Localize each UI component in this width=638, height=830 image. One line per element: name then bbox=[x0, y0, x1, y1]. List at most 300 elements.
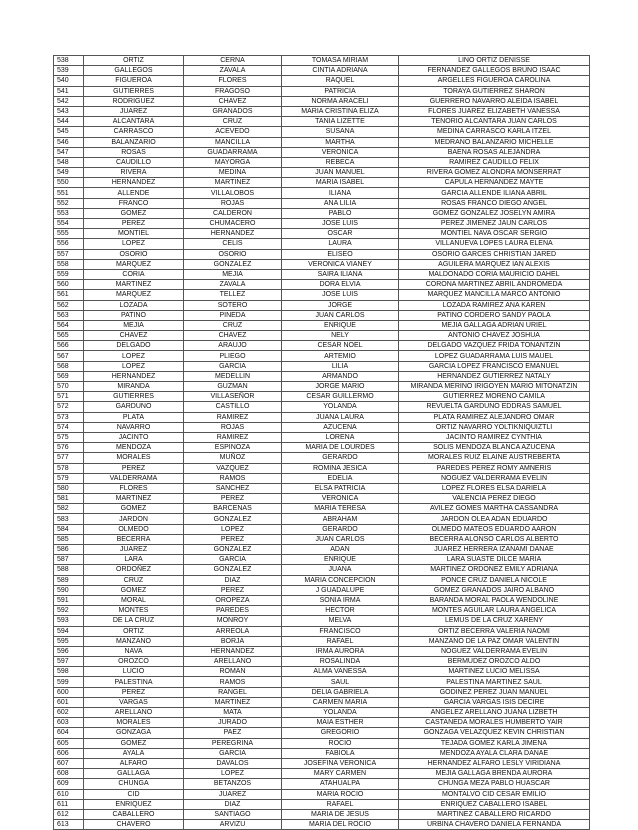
maternal-surname-cell: ESPINOZA bbox=[184, 443, 282, 453]
paternal-surname-cell: CID bbox=[84, 789, 184, 799]
student-name-cell: MARQUEZ MANCILLA MARCO ANTONIO bbox=[399, 290, 590, 300]
student-name-cell: MANZANO DE LA PAZ OMAR VALENTIN bbox=[399, 636, 590, 646]
given-names-cell: NELY bbox=[282, 331, 399, 341]
paternal-surname-cell: GOMEZ bbox=[84, 504, 184, 514]
student-name-cell: RIVERA GOMEZ ALONDRA MONSERRAT bbox=[399, 168, 590, 178]
given-names-cell: JOSEFINA VERONICA bbox=[282, 758, 399, 768]
given-names-cell: ADAN bbox=[282, 545, 399, 555]
row-number-cell: 604 bbox=[54, 728, 84, 738]
row-number-cell: 562 bbox=[54, 300, 84, 310]
row-number-cell: 599 bbox=[54, 677, 84, 687]
student-name-cell: MEJIA GALLAGA BRENDA AURORA bbox=[399, 769, 590, 779]
student-name-cell: LEMUS DE LA CRUZ XARENY bbox=[399, 616, 590, 626]
maternal-surname-cell: MATA bbox=[184, 708, 282, 718]
student-name-cell: MARTINEZ ORDONEZ EMILY ADRIANA bbox=[399, 565, 590, 575]
row-number-cell: 607 bbox=[54, 758, 84, 768]
given-names-cell: JOSE LUIS bbox=[282, 290, 399, 300]
table-row bbox=[54, 432, 590, 442]
table-row bbox=[54, 453, 590, 463]
table-row bbox=[54, 585, 590, 595]
student-name-cell: ORTIZ BECERRA VALERIA NAOMI bbox=[399, 626, 590, 636]
table-row bbox=[54, 371, 590, 381]
given-names-cell: NORMA ARACELI bbox=[282, 96, 399, 106]
table-row bbox=[54, 606, 590, 616]
table-row bbox=[54, 494, 590, 504]
row-number-cell: 587 bbox=[54, 555, 84, 565]
paternal-surname-cell: ALLENDE bbox=[84, 188, 184, 198]
student-name-cell: AGUILERA MARQUEZ IAN ALEXIS bbox=[399, 259, 590, 269]
given-names-cell: MELVA bbox=[282, 616, 399, 626]
table-row bbox=[54, 422, 590, 432]
student-name-cell: OLMEDO MATEOS EDUARDO AARON bbox=[399, 524, 590, 534]
paternal-surname-cell: FRANCO bbox=[84, 198, 184, 208]
paternal-surname-cell: CABALLERO bbox=[84, 809, 184, 819]
table-row bbox=[54, 56, 590, 66]
given-names-cell: MARIA ROCIO bbox=[282, 789, 399, 799]
paternal-surname-cell: LOPEZ bbox=[84, 361, 184, 371]
table-row bbox=[54, 392, 590, 402]
table-row bbox=[54, 86, 590, 96]
maternal-surname-cell: GRANADOS bbox=[184, 106, 282, 116]
student-name-cell: VILLANUEVA LOPES LAURA ELENA bbox=[399, 239, 590, 249]
table-row bbox=[54, 198, 590, 208]
maternal-surname-cell: BETANZOS bbox=[184, 779, 282, 789]
given-names-cell: J GUADALUPE bbox=[282, 585, 399, 595]
maternal-surname-cell: PEREZ bbox=[184, 494, 282, 504]
given-names-cell: CARMEN MARIA bbox=[282, 697, 399, 707]
row-number-cell: 557 bbox=[54, 249, 84, 259]
paternal-surname-cell: HERNANDEZ bbox=[84, 371, 184, 381]
paternal-surname-cell: ALCANTARA bbox=[84, 117, 184, 127]
table-row bbox=[54, 168, 590, 178]
student-name-cell: MARTINEZ LUCIO MELISSA bbox=[399, 667, 590, 677]
student-name-cell: SOLIS MENDOZA BLANCA AZUCENA bbox=[399, 443, 590, 453]
row-number-cell: 540 bbox=[54, 76, 84, 86]
paternal-surname-cell: GONZAGA bbox=[84, 728, 184, 738]
maternal-surname-cell: GONZALEZ bbox=[184, 545, 282, 555]
maternal-surname-cell: RAMOS bbox=[184, 677, 282, 687]
student-name-cell: ORTIZ NAVARRO YOLTIKNIQUIZTLI bbox=[399, 422, 590, 432]
maternal-surname-cell: ROMAN bbox=[184, 667, 282, 677]
row-number-cell: 596 bbox=[54, 646, 84, 656]
student-name-cell: JUAREZ HERRERA IZANAMI DANAE bbox=[399, 545, 590, 555]
row-number-cell: 566 bbox=[54, 341, 84, 351]
maternal-surname-cell: MONROY bbox=[184, 616, 282, 626]
row-number-cell: 554 bbox=[54, 219, 84, 229]
student-name-cell: MORALES RUIZ ELAINE AUSTREBERTA bbox=[399, 453, 590, 463]
paternal-surname-cell: OLMEDO bbox=[84, 524, 184, 534]
student-name-cell: MALDONADO CORIA MAURICIO DAHEL bbox=[399, 269, 590, 279]
table-row bbox=[54, 646, 590, 656]
maternal-surname-cell: ZAVALA bbox=[184, 280, 282, 290]
maternal-surname-cell: DAVALOS bbox=[184, 758, 282, 768]
given-names-cell: FABIOLA bbox=[282, 748, 399, 758]
given-names-cell: LAURA bbox=[282, 239, 399, 249]
row-number-cell: 594 bbox=[54, 626, 84, 636]
given-names-cell: JUAN CARLOS bbox=[282, 534, 399, 544]
paternal-surname-cell: CAUDILLO bbox=[84, 157, 184, 167]
paternal-surname-cell: AYALA bbox=[84, 748, 184, 758]
roster-body bbox=[54, 56, 590, 830]
student-name-cell: CORONA MARTINEZ ABRIL ANDROMEDA bbox=[399, 280, 590, 290]
given-names-cell: MAIA ESTHER bbox=[282, 718, 399, 728]
maternal-surname-cell: CHUMACERO bbox=[184, 219, 282, 229]
table-row bbox=[54, 697, 590, 707]
student-name-cell: URBINA CHAVERO DANIELA FERNANDA bbox=[399, 820, 590, 830]
maternal-surname-cell: CRUZ bbox=[184, 320, 282, 330]
table-row bbox=[54, 616, 590, 626]
given-names-cell: YOLANDA bbox=[282, 402, 399, 412]
maternal-surname-cell: JURADO bbox=[184, 718, 282, 728]
row-number-cell: 546 bbox=[54, 137, 84, 147]
maternal-surname-cell: MARTINEZ bbox=[184, 178, 282, 188]
paternal-surname-cell: GALLAGA bbox=[84, 769, 184, 779]
student-name-cell: NOGUEZ VALDERRAMA EVELIN bbox=[399, 473, 590, 483]
table-row bbox=[54, 290, 590, 300]
paternal-surname-cell: MORALES bbox=[84, 718, 184, 728]
row-number-cell: 550 bbox=[54, 178, 84, 188]
row-number-cell: 572 bbox=[54, 402, 84, 412]
given-names-cell: MARIA CONCEPCION bbox=[282, 575, 399, 585]
paternal-surname-cell: ARELLANO bbox=[84, 708, 184, 718]
table-row bbox=[54, 117, 590, 127]
paternal-surname-cell: MENDOZA bbox=[84, 443, 184, 453]
paternal-surname-cell: MIRANDA bbox=[84, 382, 184, 392]
student-name-cell: BERMUDEZ OROZCO ALDO bbox=[399, 657, 590, 667]
paternal-surname-cell: LOPEZ bbox=[84, 239, 184, 249]
table-row bbox=[54, 565, 590, 575]
maternal-surname-cell: RAMOS bbox=[184, 473, 282, 483]
table-row bbox=[54, 219, 590, 229]
paternal-surname-cell: PALESTINA bbox=[84, 677, 184, 687]
paternal-surname-cell: LOPEZ bbox=[84, 351, 184, 361]
student-name-cell: PEREZ JIMENEZ JAUN CARLOS bbox=[399, 219, 590, 229]
row-number-cell: 549 bbox=[54, 168, 84, 178]
table-row bbox=[54, 595, 590, 605]
table-row bbox=[54, 402, 590, 412]
paternal-surname-cell: GUTIERRES bbox=[84, 392, 184, 402]
maternal-surname-cell: GARCIA bbox=[184, 361, 282, 371]
student-name-cell: BARANDA MORAL PAOLA WENDOLINE bbox=[399, 595, 590, 605]
table-row bbox=[54, 249, 590, 259]
given-names-cell: CESAR NOEL bbox=[282, 341, 399, 351]
paternal-surname-cell: MARTINEZ bbox=[84, 494, 184, 504]
given-names-cell: DORA ELVIA bbox=[282, 280, 399, 290]
table-row bbox=[54, 310, 590, 320]
row-number-cell: 586 bbox=[54, 545, 84, 555]
paternal-surname-cell: LOZADA bbox=[84, 300, 184, 310]
given-names-cell: MARIA TERESA bbox=[282, 504, 399, 514]
row-number-cell: 564 bbox=[54, 320, 84, 330]
given-names-cell: ABRAHAM bbox=[282, 514, 399, 524]
row-number-cell: 560 bbox=[54, 280, 84, 290]
paternal-surname-cell: PLATA bbox=[84, 412, 184, 422]
maternal-surname-cell: SOTERO bbox=[184, 300, 282, 310]
table-row bbox=[54, 66, 590, 76]
given-names-cell: IRMA AURORA bbox=[282, 646, 399, 656]
row-number-cell: 603 bbox=[54, 718, 84, 728]
maternal-surname-cell: CHAVEZ bbox=[184, 331, 282, 341]
table-row bbox=[54, 483, 590, 493]
maternal-surname-cell: HERNANDEZ bbox=[184, 646, 282, 656]
row-number-cell: 590 bbox=[54, 585, 84, 595]
given-names-cell: GREGORIO bbox=[282, 728, 399, 738]
table-row bbox=[54, 259, 590, 269]
given-names-cell: RAFAEL bbox=[282, 636, 399, 646]
given-names-cell: JUANA LAURA bbox=[282, 412, 399, 422]
paternal-surname-cell: GOMEZ bbox=[84, 208, 184, 218]
maternal-surname-cell: TELLEZ bbox=[184, 290, 282, 300]
maternal-surname-cell: MEJIA bbox=[184, 269, 282, 279]
maternal-surname-cell: CRUZ bbox=[184, 117, 282, 127]
student-name-cell: JARDON OLEA ADAN EDUARDO bbox=[399, 514, 590, 524]
table-row bbox=[54, 239, 590, 249]
table-row bbox=[54, 636, 590, 646]
table-row bbox=[54, 178, 590, 188]
student-name-cell: FLORES JUAREZ ELIZABETH VANESSA bbox=[399, 106, 590, 116]
given-names-cell: ENRIQUE bbox=[282, 555, 399, 565]
maternal-surname-cell: CERNA bbox=[184, 56, 282, 66]
student-name-cell: MONTALVO CID CESAR EMILIO bbox=[399, 789, 590, 799]
paternal-surname-cell: CHUNGA bbox=[84, 779, 184, 789]
row-number-cell: 569 bbox=[54, 371, 84, 381]
paternal-surname-cell: CRUZ bbox=[84, 575, 184, 585]
given-names-cell: MARIA CRISTINA ELIZA bbox=[282, 106, 399, 116]
row-number-cell: 595 bbox=[54, 636, 84, 646]
roster-table bbox=[53, 55, 590, 830]
paternal-surname-cell: DELGADO bbox=[84, 341, 184, 351]
given-names-cell: JOSE LUIS bbox=[282, 219, 399, 229]
paternal-surname-cell: ORTIZ bbox=[84, 56, 184, 66]
given-names-cell: LILIA bbox=[282, 361, 399, 371]
paternal-surname-cell: MARQUEZ bbox=[84, 259, 184, 269]
row-number-cell: 544 bbox=[54, 117, 84, 127]
given-names-cell: SAUL bbox=[282, 677, 399, 687]
maternal-surname-cell: MARTINEZ bbox=[184, 697, 282, 707]
paternal-surname-cell: CORIA bbox=[84, 269, 184, 279]
paternal-surname-cell: MANZANO bbox=[84, 636, 184, 646]
student-name-cell: RAMIREZ CAUDILLO FELIX bbox=[399, 157, 590, 167]
student-name-cell: MEDRANO BALANZARIO MICHELLE bbox=[399, 137, 590, 147]
student-name-cell: GODINEZ PEREZ JUAN MANUEL bbox=[399, 687, 590, 697]
given-names-cell: VERONICA bbox=[282, 147, 399, 157]
student-name-cell: PATINO CORDERO SANDY PAOLA bbox=[399, 310, 590, 320]
student-name-cell: PLATA RAMIREZ ALEJANDRO OMAR bbox=[399, 412, 590, 422]
given-names-cell: HECTOR bbox=[282, 606, 399, 616]
row-number-cell: 605 bbox=[54, 738, 84, 748]
given-names-cell: SUSANA bbox=[282, 127, 399, 137]
student-name-cell: MARTINEZ CABALLERO RICARDO bbox=[399, 809, 590, 819]
table-row bbox=[54, 208, 590, 218]
table-row bbox=[54, 738, 590, 748]
maternal-surname-cell: MEDELLIN bbox=[184, 371, 282, 381]
table-row bbox=[54, 504, 590, 514]
paternal-surname-cell: LUCIO bbox=[84, 667, 184, 677]
given-names-cell: PABLO bbox=[282, 208, 399, 218]
table-row bbox=[54, 137, 590, 147]
maternal-surname-cell: PINEDA bbox=[184, 310, 282, 320]
table-row bbox=[54, 320, 590, 330]
given-names-cell: GERARDO bbox=[282, 453, 399, 463]
given-names-cell: MARIA ISABEL bbox=[282, 178, 399, 188]
given-names-cell: ARMANDO bbox=[282, 371, 399, 381]
table-row bbox=[54, 106, 590, 116]
given-names-cell: JUAN MANUEL bbox=[282, 168, 399, 178]
given-names-cell: VERONICA VIANEY bbox=[282, 259, 399, 269]
table-row bbox=[54, 269, 590, 279]
row-number-cell: 552 bbox=[54, 198, 84, 208]
student-name-cell: TEJADA GOMEZ KARLA JIMENA bbox=[399, 738, 590, 748]
paternal-surname-cell: PEREZ bbox=[84, 219, 184, 229]
table-row bbox=[54, 341, 590, 351]
row-number-cell: 555 bbox=[54, 229, 84, 239]
given-names-cell: REBECA bbox=[282, 157, 399, 167]
maternal-surname-cell: VILLASEÑOR bbox=[184, 392, 282, 402]
row-number-cell: 561 bbox=[54, 290, 84, 300]
table-row bbox=[54, 779, 590, 789]
maternal-surname-cell: CASTILLO bbox=[184, 402, 282, 412]
maternal-surname-cell: SANTIAGO bbox=[184, 809, 282, 819]
maternal-surname-cell: PEREGRINA bbox=[184, 738, 282, 748]
table-row bbox=[54, 473, 590, 483]
maternal-surname-cell: ZAVALA bbox=[184, 66, 282, 76]
student-name-cell: GARCIA ALLENDE ILIANA ABRIL bbox=[399, 188, 590, 198]
paternal-surname-cell: ROSAS bbox=[84, 147, 184, 157]
table-row bbox=[54, 555, 590, 565]
given-names-cell: ALMA VANESSA bbox=[282, 667, 399, 677]
paternal-surname-cell: PATINO bbox=[84, 310, 184, 320]
row-number-cell: 602 bbox=[54, 708, 84, 718]
row-number-cell: 585 bbox=[54, 534, 84, 544]
given-names-cell: ROSALINDA bbox=[282, 657, 399, 667]
maternal-surname-cell: GONZALEZ bbox=[184, 259, 282, 269]
paternal-surname-cell: ALFARO bbox=[84, 758, 184, 768]
student-name-cell: CASTANEDA MORALES HUMBERTO YAIR bbox=[399, 718, 590, 728]
table-row bbox=[54, 718, 590, 728]
paternal-surname-cell: DE LA CRUZ bbox=[84, 616, 184, 626]
paternal-surname-cell: MONTIEL bbox=[84, 229, 184, 239]
student-name-cell: MIRANDA MERINO IRIGOYEN MARIO MITONATZIN bbox=[399, 382, 590, 392]
student-name-cell: LINO ORTIZ DENISSE bbox=[399, 56, 590, 66]
table-row bbox=[54, 534, 590, 544]
row-number-cell: 589 bbox=[54, 575, 84, 585]
paternal-surname-cell: JACINTO bbox=[84, 432, 184, 442]
row-number-cell: 574 bbox=[54, 422, 84, 432]
student-name-cell: PAREDES PEREZ ROMY AMNERIS bbox=[399, 463, 590, 473]
table-row bbox=[54, 361, 590, 371]
table-row bbox=[54, 809, 590, 819]
student-name-cell: ANGELEZ ARELLANO JUANA LIZBETH bbox=[399, 708, 590, 718]
maternal-surname-cell: RAMIREZ bbox=[184, 432, 282, 442]
paternal-surname-cell: MONTES bbox=[84, 606, 184, 616]
student-name-cell: GONZAGA VELAZQUEZ KEVIN CHRISTIAN bbox=[399, 728, 590, 738]
paternal-surname-cell: JUAREZ bbox=[84, 106, 184, 116]
given-names-cell: RAFAEL bbox=[282, 799, 399, 809]
row-number-cell: 543 bbox=[54, 106, 84, 116]
row-number-cell: 606 bbox=[54, 748, 84, 758]
maternal-surname-cell: GARCIA bbox=[184, 555, 282, 565]
row-number-cell: 548 bbox=[54, 157, 84, 167]
maternal-surname-cell: GUADARRAMA bbox=[184, 147, 282, 157]
maternal-surname-cell: HERNANDEZ bbox=[184, 229, 282, 239]
paternal-surname-cell: MORALES bbox=[84, 453, 184, 463]
student-name-cell: GARCIA LOPEZ FRANCISCO EMANUEL bbox=[399, 361, 590, 371]
paternal-surname-cell: HERNANDEZ bbox=[84, 178, 184, 188]
student-name-cell: REVUELTA GARDUNO EDDRAS SAMUEL bbox=[399, 402, 590, 412]
student-name-cell: GUERRERO NAVARRO ALEIDA ISABEL bbox=[399, 96, 590, 106]
table-row bbox=[54, 748, 590, 758]
paternal-surname-cell: MARTINEZ bbox=[84, 280, 184, 290]
maternal-surname-cell: PEREZ bbox=[184, 534, 282, 544]
given-names-cell: CESAR GUILLERMO bbox=[282, 392, 399, 402]
maternal-surname-cell: ROJAS bbox=[184, 198, 282, 208]
paternal-surname-cell: CHAVEZ bbox=[84, 331, 184, 341]
table-row bbox=[54, 626, 590, 636]
maternal-surname-cell: ARAUJO bbox=[184, 341, 282, 351]
table-row bbox=[54, 157, 590, 167]
paternal-surname-cell: OROZCO bbox=[84, 657, 184, 667]
student-name-cell: MONTES AGUILAR LAURA ANGELICA bbox=[399, 606, 590, 616]
table-row bbox=[54, 758, 590, 768]
maternal-surname-cell: MAYORGA bbox=[184, 157, 282, 167]
paternal-surname-cell: MARQUEZ bbox=[84, 290, 184, 300]
student-name-cell: PONCE CRUZ DANIELA NICOLE bbox=[399, 575, 590, 585]
maternal-surname-cell: RAMIREZ bbox=[184, 412, 282, 422]
given-names-cell: RAQUEL bbox=[282, 76, 399, 86]
paternal-surname-cell: FIGUEROA bbox=[84, 76, 184, 86]
student-name-cell: ANTONIO CHAVEZ JOSHUA bbox=[399, 331, 590, 341]
row-number-cell: 582 bbox=[54, 504, 84, 514]
maternal-surname-cell: CELIS bbox=[184, 239, 282, 249]
maternal-surname-cell: VAZQUEZ bbox=[184, 463, 282, 473]
row-number-cell: 563 bbox=[54, 310, 84, 320]
row-number-cell: 551 bbox=[54, 188, 84, 198]
row-number-cell: 570 bbox=[54, 382, 84, 392]
row-number-cell: 538 bbox=[54, 56, 84, 66]
given-names-cell: MARIA DE LOURDES bbox=[282, 443, 399, 453]
row-number-cell: 558 bbox=[54, 259, 84, 269]
maternal-surname-cell: PEREZ bbox=[184, 585, 282, 595]
given-names-cell: MARIA DE JESUS bbox=[282, 809, 399, 819]
table-row bbox=[54, 708, 590, 718]
maternal-surname-cell: BARCENAS bbox=[184, 504, 282, 514]
table-row bbox=[54, 728, 590, 738]
paternal-surname-cell: BECERRA bbox=[84, 534, 184, 544]
student-name-cell: MEDINA CARRASCO KARLA ITZEL bbox=[399, 127, 590, 137]
maternal-surname-cell: ARELLANO bbox=[184, 657, 282, 667]
table-row bbox=[54, 820, 590, 830]
paternal-surname-cell: CHAVERO bbox=[84, 820, 184, 830]
student-name-cell: AVILEZ GOMES MARTHA CASSANDRA bbox=[399, 504, 590, 514]
paternal-surname-cell: ENRIQUEZ bbox=[84, 799, 184, 809]
maternal-surname-cell: ARVIZU bbox=[184, 820, 282, 830]
row-number-cell: 598 bbox=[54, 667, 84, 677]
maternal-surname-cell: ROJAS bbox=[184, 422, 282, 432]
row-number-cell: 610 bbox=[54, 789, 84, 799]
row-number-cell: 600 bbox=[54, 687, 84, 697]
student-name-cell: ROSAS FRANCO DIEGO ANGEL bbox=[399, 198, 590, 208]
table-row bbox=[54, 147, 590, 157]
given-names-cell: TANIA LIZETTE bbox=[282, 117, 399, 127]
row-number-cell: 573 bbox=[54, 412, 84, 422]
maternal-surname-cell: DIAZ bbox=[184, 799, 282, 809]
paternal-surname-cell: CARRASCO bbox=[84, 127, 184, 137]
maternal-surname-cell: DIAZ bbox=[184, 575, 282, 585]
paternal-surname-cell: GOMEZ bbox=[84, 585, 184, 595]
student-name-cell: GARCIA VARGAS ISIS DECIRE bbox=[399, 697, 590, 707]
row-number-cell: 568 bbox=[54, 361, 84, 371]
row-number-cell: 581 bbox=[54, 494, 84, 504]
